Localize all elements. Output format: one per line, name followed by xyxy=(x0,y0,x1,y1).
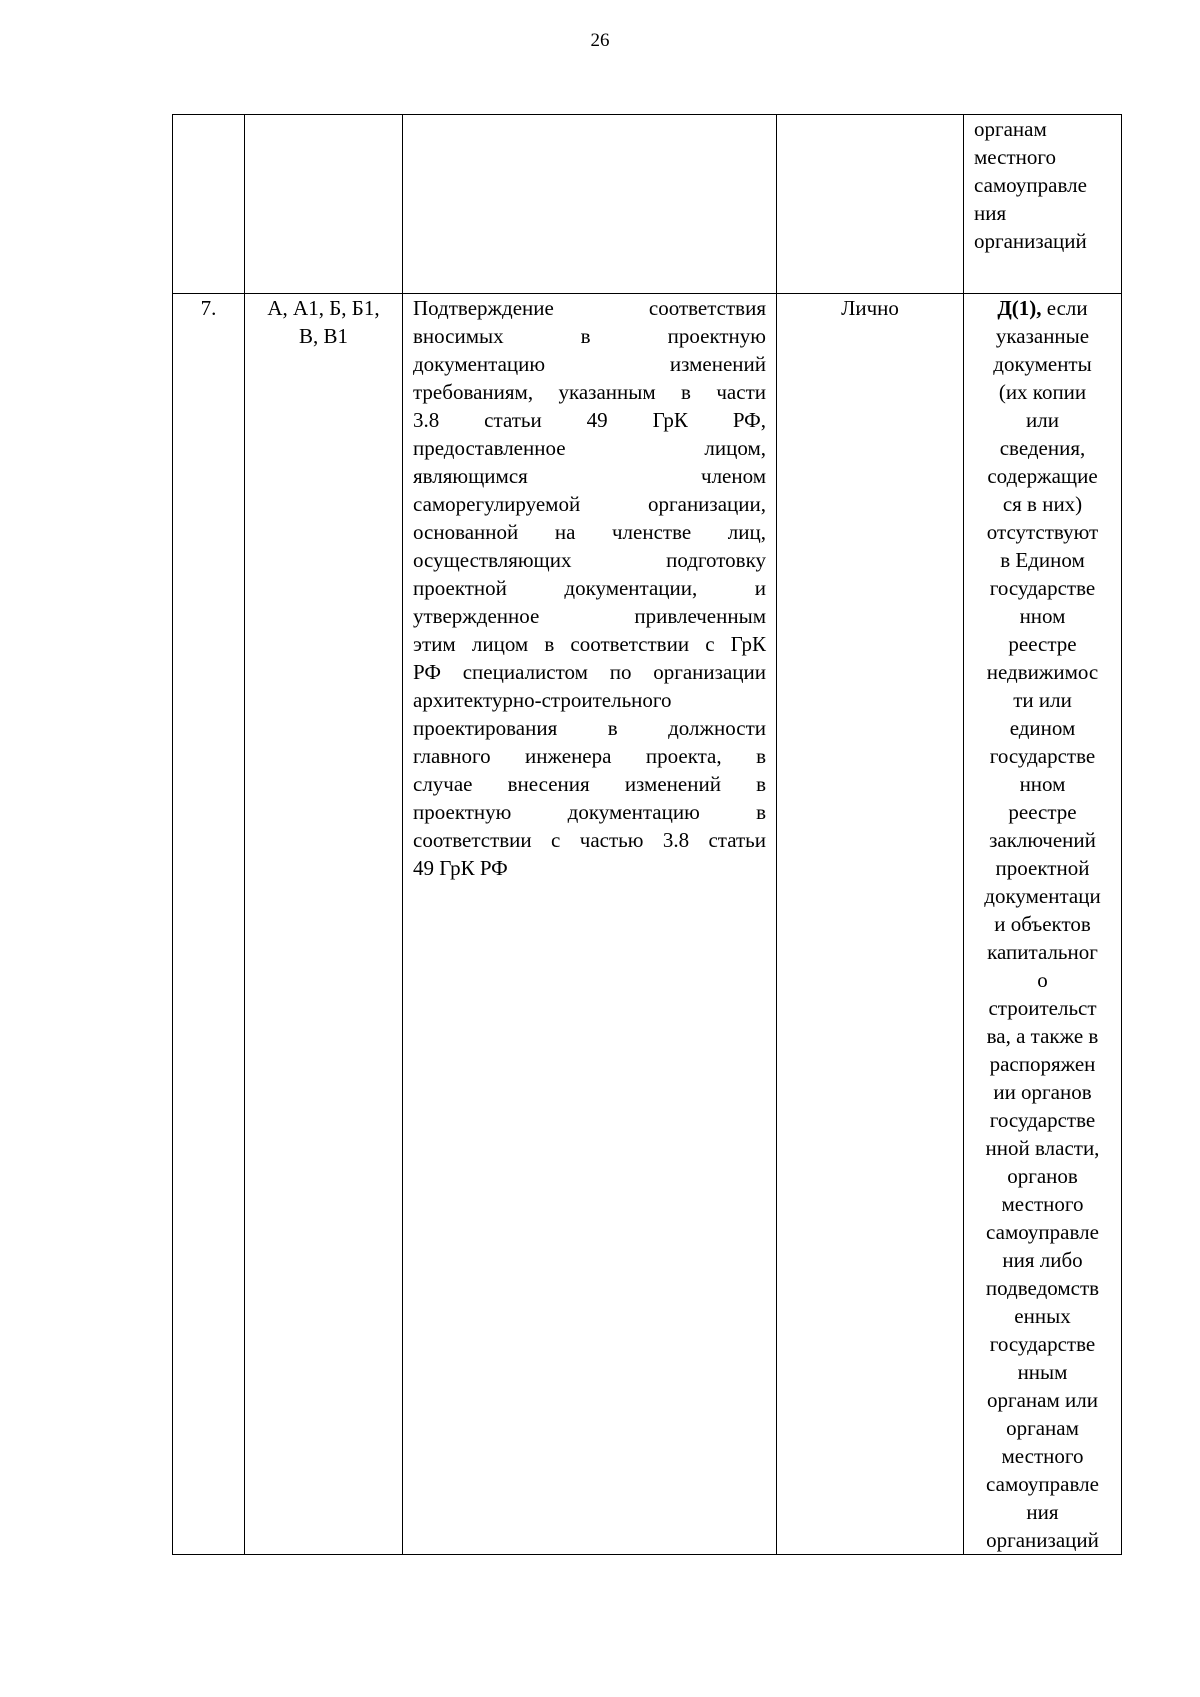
description-line: случае внесения изменений в xyxy=(413,772,766,796)
description-line: 49 ГрК РФ xyxy=(413,856,508,880)
condition-line: государстве xyxy=(989,576,1096,600)
table-row-continuation xyxy=(173,115,1122,294)
cell-method-empty xyxy=(777,115,964,294)
cell-description-empty xyxy=(403,115,777,294)
condition-line: ся в них) xyxy=(1002,492,1083,516)
description-line: основанной на членстве лиц, xyxy=(413,520,766,544)
condition-line: документаци xyxy=(984,884,1101,908)
condition-line: ва, а также в xyxy=(986,1024,1099,1048)
condition-line: самоуправле xyxy=(974,173,1087,197)
description-line: РФ специалистом по организации xyxy=(413,660,766,684)
cell-method: Лично xyxy=(777,294,964,1555)
cell-number-empty xyxy=(173,115,245,294)
description-line: документацию изменений xyxy=(413,352,766,376)
description-line: предоставленное лицом, xyxy=(413,436,766,460)
description-line: осуществляющих подготовку xyxy=(413,548,766,572)
condition-line: ти или xyxy=(1013,688,1072,712)
condition-line: ния xyxy=(974,201,1007,225)
condition-line: государстве xyxy=(989,1332,1096,1356)
cell-categories-empty xyxy=(245,115,403,294)
condition-line: местного xyxy=(1001,1444,1084,1468)
page-number: 26 xyxy=(590,30,610,51)
condition-code: Д(1), xyxy=(997,296,1042,320)
condition-line: организаций xyxy=(974,229,1087,253)
condition-line: реестре xyxy=(1008,632,1077,656)
condition-line: местного xyxy=(974,145,1056,169)
condition-line: или xyxy=(1026,408,1059,432)
cell-condition-continuation xyxy=(964,115,1122,294)
condition-line: в Едином xyxy=(1000,548,1085,572)
categories-line: А, А1, Б, Б1, xyxy=(267,296,380,320)
cell-number: 7. xyxy=(173,294,245,1555)
condition-line: подведомств xyxy=(985,1276,1100,1300)
condition-line: государстве xyxy=(989,1108,1096,1132)
condition-line: (их копии xyxy=(998,380,1087,404)
condition-line: самоуправле xyxy=(986,1220,1099,1244)
condition-line: заключений xyxy=(989,828,1096,852)
condition-line: ии органов xyxy=(993,1080,1092,1104)
condition-line: органам xyxy=(1006,1416,1079,1440)
cell-condition xyxy=(964,294,1122,1555)
description-line: Подтверждение соответствия xyxy=(413,296,766,320)
condition-line: органам или xyxy=(987,1388,1098,1412)
condition-line: ния либо xyxy=(1002,1248,1083,1272)
condition-line: местного xyxy=(1001,1192,1084,1216)
description-line: вносимых в проектную xyxy=(413,324,766,348)
condition-line: капитальног xyxy=(987,940,1098,964)
condition-first-text: если xyxy=(1041,296,1088,320)
condition-line: проектной xyxy=(995,856,1090,880)
condition-first-line xyxy=(968,294,1117,322)
condition-line: недвижимос xyxy=(986,660,1099,684)
condition-line: сведения, xyxy=(999,436,1086,460)
categories-line: В, В1 xyxy=(298,324,348,348)
cell-description xyxy=(403,294,777,1555)
description-line: требованиям, указанным в части xyxy=(413,380,766,404)
condition-line: реестре xyxy=(1008,800,1077,824)
condition-line: енных xyxy=(1014,1304,1071,1328)
condition-line: распоряжен xyxy=(989,1052,1096,1076)
condition-line: органам xyxy=(974,117,1047,141)
condition-line: нном xyxy=(1019,772,1066,796)
condition-line: ния xyxy=(1026,1500,1059,1524)
condition-line: органов xyxy=(1007,1164,1078,1188)
description-line: саморегулируемой организации, xyxy=(413,492,766,516)
description-line: проектную документацию в xyxy=(413,800,766,824)
description-line: соответствии с частью 3.8 статьи xyxy=(413,828,766,852)
condition-line: указанные xyxy=(995,324,1090,348)
description-line: являющимся членом xyxy=(413,464,766,488)
table-row-7 xyxy=(173,294,1122,1555)
cell-categories xyxy=(245,294,403,1555)
condition-line: о xyxy=(1037,968,1048,992)
description-line: архитектурно-строительного xyxy=(413,688,672,712)
condition-line: едином xyxy=(1009,716,1076,740)
condition-line: нном xyxy=(1019,604,1066,628)
condition-line: нным xyxy=(1017,1360,1068,1384)
condition-line: нной власти, xyxy=(985,1136,1100,1160)
condition-line: документы xyxy=(993,352,1092,376)
condition-line: самоуправле xyxy=(986,1472,1099,1496)
description-line: главного инженера проекта, в xyxy=(413,744,766,768)
document-table xyxy=(172,114,1122,1555)
condition-line: и объектов xyxy=(994,912,1091,936)
description-line: утвержденное привлеченным xyxy=(413,604,766,628)
condition-line: отсутствуют xyxy=(986,520,1099,544)
description-line: проектирования в должности xyxy=(413,716,766,740)
condition-line: организаций xyxy=(986,1528,1099,1552)
description-line: 3.8 статьи 49 ГрК РФ, xyxy=(413,408,766,432)
condition-line: государстве xyxy=(989,744,1096,768)
description-line: проектной документации, и xyxy=(413,576,766,600)
description-line: этим лицом в соответствии с ГрК xyxy=(413,632,766,656)
condition-line: строительст xyxy=(988,996,1097,1020)
condition-line: содержащие xyxy=(987,464,1098,488)
